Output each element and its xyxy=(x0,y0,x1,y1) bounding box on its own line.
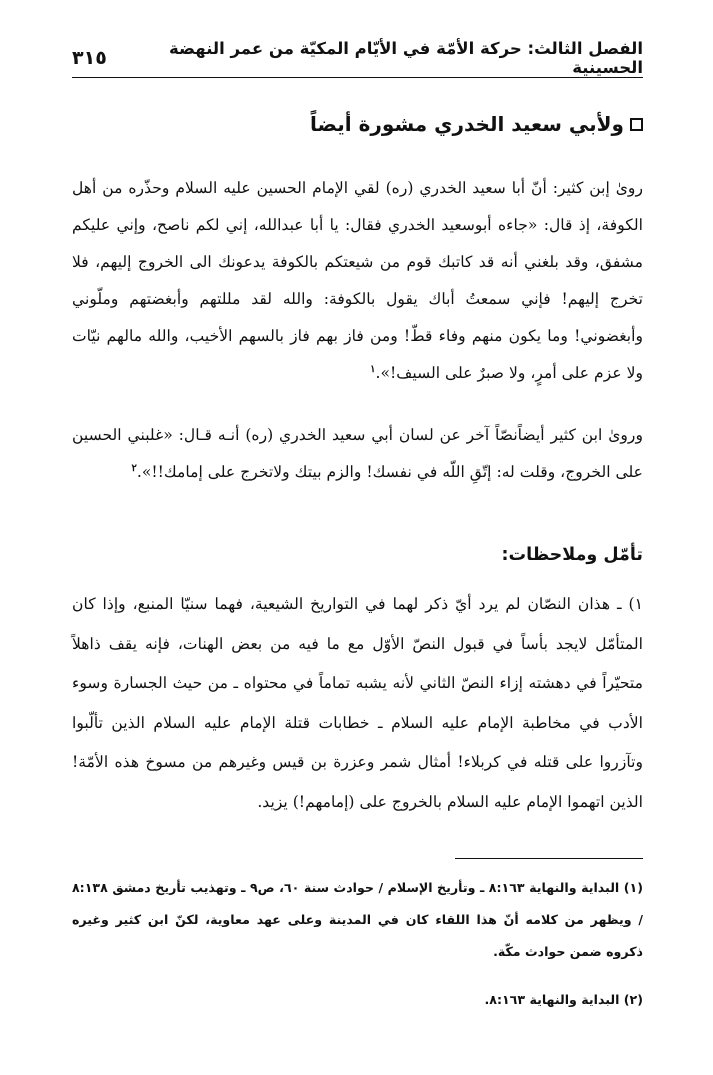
section-heading xyxy=(72,112,643,136)
page-header xyxy=(72,40,643,76)
footnote-ref-2[interactable]: ٢ xyxy=(131,462,137,474)
footnote-1: (١) البداية والنهاية ٨:١٦٣ ـ وتأريخ الإسلام / حوادث سنة ٦٠، ص٩ ـ وتهذيب تأريخ دمشق ٨:١٣٨ / ويظهر من كلامه أنّ هذا اللقاء كان في المدينة وعلى عهد معاوية، لكنّ ابن كثير وغيره ذكروه ضمن حوادث مكّة. xyxy=(72,880,643,959)
paragraph-3 xyxy=(72,585,643,822)
subsection-heading: تأمّل وملاحظات: xyxy=(501,545,643,565)
page-number: ٣١٥ xyxy=(72,47,107,69)
running-title: الفصل الثالث: حركة الأمّة في الأيّام المكيّة من عمر النهضة الحسينية xyxy=(169,39,643,77)
footnote-separator xyxy=(455,858,643,859)
square-bullet-icon xyxy=(630,118,643,131)
paragraph-2 xyxy=(72,417,643,491)
paragraph-1-text: روىٰ إبن كثير: أنّ أبا سعيد الخدري (ره) لقي الإمام الحسين عليه السلام وحذّره من أهل الكوفة، إذ قال: «جاءه أبوسعيد الخدري فقال: يا أبا عبدالله، إني لكم ناصح، وإني عليكم مشفق، وقد بلغني أنه قد كاتبك قوم من شيعتكم بالكوفة يدعونك الى الخروج إليهم، فلا تخرج إليهم! فإني سمعتُ أباك يقول بالكوفة: والله لقد مللتهم وأبغضتهم وملّوني وأبغضوني! وما يكون منهم وفاء قطّ! ومن فاز بهم فاز بالسهم الأخيب، والله مالهم نيّات ولا عزم على أمرٍ، ولا صبرٌ على السيف!». xyxy=(72,179,643,382)
footnote-ref-1[interactable]: ١ xyxy=(370,363,376,375)
header-rule xyxy=(72,77,643,78)
footnote-2: (٢) البداية والنهاية ٨:١٦٣. xyxy=(484,992,643,1007)
paragraph-2-text: وروىٰ ابن كثير أيضاًنصّاً آخر عن لسان أبي سعيد الخدري (ره) أنـه قـال: «غلبني الحسين على الخروج، وقلت له: إتّقِ اللّه في نفسك! والزم بيتك ولاتخرج على إمامك!!». xyxy=(72,426,643,481)
paragraph-3-text: ١) ـ هذان النصّان لم يرد أيّ ذكر لهما في التواريخ الشيعية، فهما سنيّا المنبع، وإذا كان المتأمّل لايجد بأساً في قبول النصّ الأوّل مع ما فيه من بعض الهنات، فإنه يقف ذاهلاً متحيّراً في دهشته إزاء النصّ الثاني لأنه يشبه تماماً في محتواه ـ من حيث الجسارة وسوء الأدب في مخاطبة الإمام عليه السلام ـ خطابات قتلة الإمام عليه السلام الذين تألّبوا وتآزروا على قتله في كربلاء! أمثال شمر وعزرة بن قيس وغيرهم من مسوخ هذه الأمّة! الذين اتهموا الإمام عليه السلام بالخروج على (إمامهم!) يزيد. xyxy=(72,595,643,811)
section-heading-text: ولأبي سعيد الخدري مشورة أيضاً xyxy=(310,112,624,136)
paragraph-1 xyxy=(72,170,643,392)
